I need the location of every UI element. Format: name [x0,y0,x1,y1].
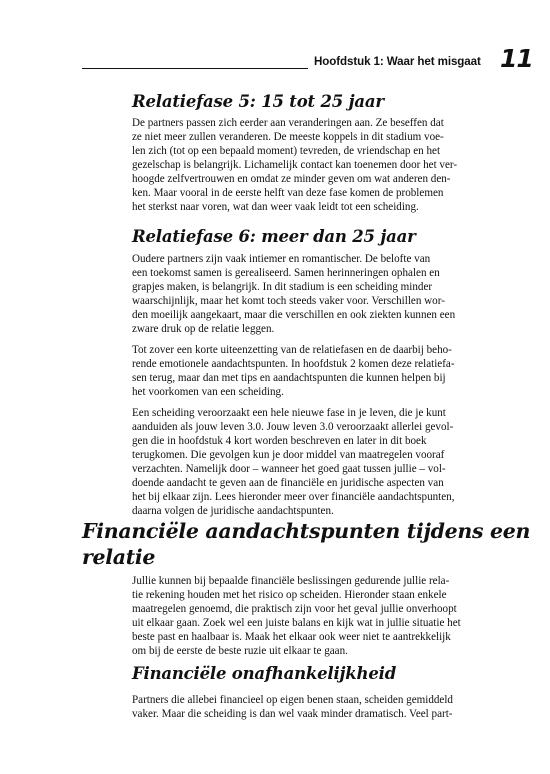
text-line: len zich (tot op een bepaald moment) tevreden, de vriendschap en het [132,145,441,158]
heading-relatiefase-5: Relatiefase 5: 15 tot 25 jaar [132,92,384,111]
text-line: den moeilijk aangekaart, maar die verschillen en ook ziekten kunnen een [132,309,456,322]
running-header-chapter: Hoofdstuk 1: Waar het misgaat [314,55,481,68]
heading-financiele-aandachtspunten [82,518,530,570]
text-line: sen terug, maar dan met tips en aandachtspunten die kunnen helpen bij [132,372,446,385]
text-line: Oudere partners zijn vaak intiemer en romantischer. De belofte van [132,253,431,265]
text-line: hoogde zelfvertrouwen en omdat ze minder geven om wat anderen den- [132,173,451,186]
text-line: grapjes maken, is belangrijk. In dit stadium is een scheiding minder [132,281,433,294]
text-line: rende emotionele aandachtspunten. In hoofdstuk 2 komen deze relatiefa- [132,358,455,371]
text-line: tie rekening houden met het risico op scheiden. Hieronder staan enkele [132,589,447,602]
text-line: vaker. Maar die scheiding is dan wel vaak minder dramatisch. Veel part- [132,708,453,721]
text-line: verzachten. Namelijk door – wanneer het goed gaat tussen jullie – vol- [132,463,446,476]
text-line: zware druk op de relatie leggen. [132,323,275,336]
header-rule [82,68,308,69]
text-line: terugkomen. Die gevolgen kun je door middel van maatregelen vooraf [132,449,445,462]
text-line: het sterkst naar voren, wat dan weer vaak leidt tot een scheiding. [132,201,419,214]
text-line: daarna volgen de juridische aandachtspunten. [132,505,334,518]
text-line: De partners passen zich eerder aan veranderingen aan. Ze beseffen dat [132,117,444,129]
text-line: het bij elkaar zijn. Lees hieronder meer over financiële aandachtspunten, [132,491,455,504]
paragraph-relatiefase-6 [132,252,455,336]
text-line: gen die in hoofdstuk 4 kort worden beschreven en later in dit boek [132,435,427,448]
text-line: ken. Maar vooral in de eerste helft van deze fase komen de problemen [132,187,444,200]
text-line: beste past en haalbaar is. Maak het elkaar ook weer niet te aantrekkelijk [132,631,451,644]
heading-relatiefase-6: Relatiefase 6: meer dan 25 jaar [132,227,416,246]
heading-financiele-onafhankelijkheid: Financiële onafhankelijkheid [132,664,397,683]
text-line: doende aandacht te geven aan de financiële en juridische aspecten van [132,477,444,490]
paragraph-leven-3-0 [132,406,455,518]
paragraph-financiele-beslissingen [132,574,461,658]
text-line: om bij de eerste de beste ruzie uit elkaar te gaan. [132,645,348,658]
text-line: het voorkomen van een scheiding. [132,386,284,399]
text-line: ze niet meer zullen veranderen. De meeste koppels in dit stadium voe- [132,131,444,144]
heading-line: relatie [82,545,156,569]
text-line: Een scheiding veroorzaakt een hele nieuwe fase in je leven, die je kunt [132,407,446,419]
text-line: een toekomst samen is gerealiseerd. Samen herinneringen ophalen en [132,267,440,280]
paragraph-onafhankelijkheid [132,693,453,721]
paragraph-relatiefase-5 [132,116,457,214]
text-line: aanduiden als jouw leven 3.0. Jouw leven 3.0 veroorzaakt allerlei gevol- [132,421,454,434]
text-line: Tot zover een korte uiteenzetting van de relatiefasen en de daarbij beho- [132,344,452,356]
text-line: waarschijnlijk, maar het komt toch steeds vaker voor. Verschillen wor- [132,295,445,308]
text-line: Partners die allebei financieel op eigen benen staan, scheiden gemiddeld [132,694,453,706]
heading-line: Financiële aandachtspunten tijdens een [82,519,531,543]
text-line: maatregelen genoemd, die praktisch zijn voor het geval jullie onverhoopt [132,603,457,616]
page-number: 11 [500,44,533,73]
text-line: Jullie kunnen bij bepaalde financiële beslissingen gedurende jullie rela- [132,575,450,587]
paragraph-relatiefasen-summary [132,343,455,399]
text-line: gezelschap is belangrijk. Lichamelijk contact kan toenemen door het ver- [132,159,458,172]
text-line: uit elkaar gaan. Zoek wel een juiste balans en kijk wat in jullie situatie het [132,617,461,630]
